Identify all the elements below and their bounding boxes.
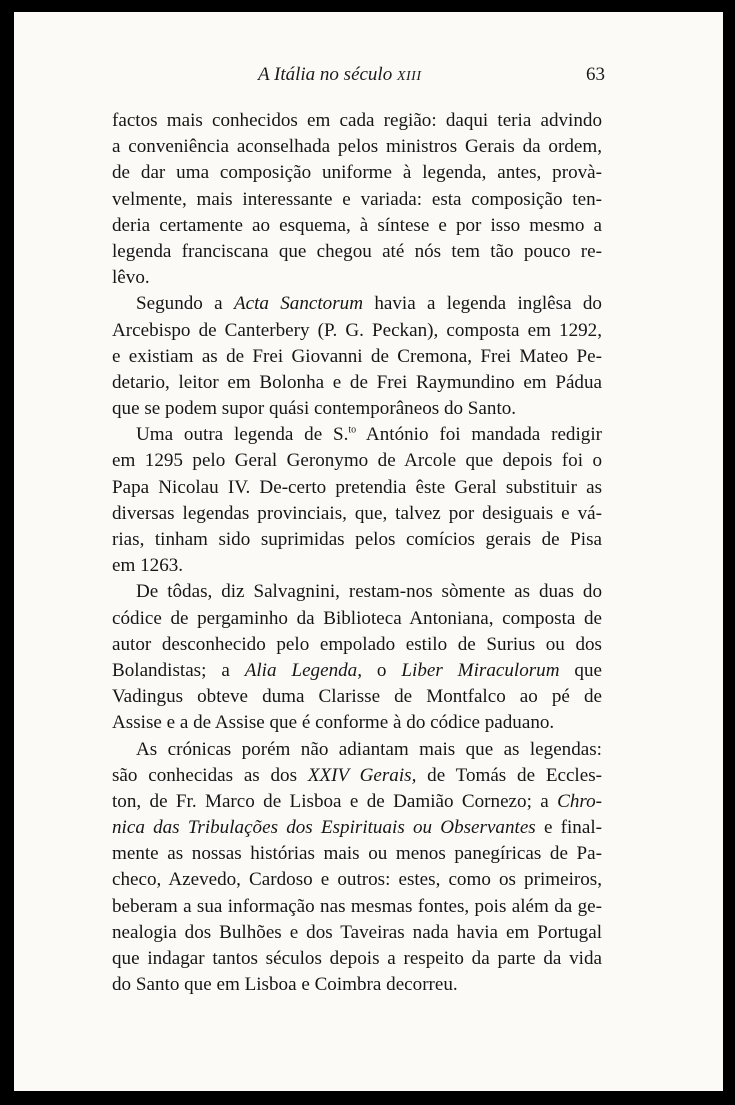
text-line: nealogia dos Bulhões e dos Taveiras nada havia em Portugal bbox=[112, 921, 602, 943]
italic-title: nica das Tribulações dos Espirituais ou Observantes bbox=[112, 817, 536, 839]
text-line: e existiam as de Frei Giovanni de Cremona, Frei Mateo Pe- bbox=[112, 345, 602, 367]
text-run: Uma outra legenda de S. bbox=[136, 424, 349, 446]
text-line bbox=[112, 658, 602, 684]
text-run: havia a legenda inglêsa do bbox=[363, 293, 602, 315]
text-run: o bbox=[362, 659, 402, 681]
running-title-text: A Itália no século bbox=[258, 64, 397, 85]
body-text bbox=[112, 108, 602, 998]
running-title-century: XIII bbox=[396, 69, 422, 84]
superscript: to bbox=[348, 424, 357, 436]
text-line: Papa Nicolau IV. De-certo pretendia êste Geral substituir as bbox=[112, 476, 602, 498]
text-line: do Santo que em Lisboa e Coimbra decorreu. bbox=[112, 974, 458, 996]
text-line bbox=[112, 763, 602, 789]
page-header bbox=[14, 64, 723, 88]
italic-title: Alia Legenda, bbox=[244, 659, 362, 681]
text-line: Vadingus obteve duma Clarisse de Montfalco ao pé de bbox=[112, 686, 602, 708]
text-line: rias, tinham sido suprimidas pelos comícios gerais de Pisa bbox=[112, 529, 602, 550]
text-run: que bbox=[559, 659, 603, 681]
text-run: e final- bbox=[535, 817, 602, 839]
page-number: 63 bbox=[586, 64, 605, 85]
text-line bbox=[112, 789, 602, 815]
italic-title: Liber Miraculorum bbox=[401, 659, 560, 681]
text-line: legenda franciscana que chegou até nós tem tão pouco re- bbox=[112, 240, 602, 262]
text-line: factos mais conhecidos em cada região: daqui teria advindo bbox=[112, 110, 602, 131]
text-line: mente as nossas histórias mais ou menos panegíricas de Pa- bbox=[112, 843, 602, 865]
text-line: em 1295 pelo Geral Geronymo de Arcole que depois foi o bbox=[112, 450, 602, 472]
text-line bbox=[112, 422, 602, 448]
text-line: diversas legendas provinciais, que, talvez por desiguais e vá- bbox=[112, 502, 602, 524]
text-line: de dar uma composição uniforme à legenda, antes, provà- bbox=[112, 162, 602, 184]
running-title bbox=[258, 64, 422, 86]
text-line: em 1263. bbox=[112, 555, 184, 577]
italic-title: Chro- bbox=[557, 790, 602, 812]
text-line: a conveniência aconselhada pelos ministros Gerais da ordem, bbox=[112, 136, 602, 158]
text-run: Segundo a bbox=[136, 293, 234, 315]
text-line: que se podem supor quási contemporâneos do Santo. bbox=[112, 398, 517, 420]
text-line: autor desconhecido pelo empolado estilo de Surius ou dos bbox=[112, 633, 602, 655]
text-line: Arcebispo de Canterbery (P. G. Peckan), composta em 1292, bbox=[112, 319, 602, 341]
text-line bbox=[112, 815, 602, 841]
text-run: ton, de Fr. Marco de Lisboa e de Damião Cornezo; a bbox=[112, 790, 558, 812]
text-run: Bolandistas; a bbox=[112, 659, 245, 681]
text-line: códice de pergaminho da Biblioteca Antoniana, composta de bbox=[112, 607, 602, 629]
text-run: de Tomás de Eccles- bbox=[416, 764, 603, 786]
book-page bbox=[14, 12, 723, 1091]
italic-title: Acta Sanctorum bbox=[233, 293, 363, 315]
text-line bbox=[112, 291, 602, 317]
text-run: são conhecidas as dos bbox=[112, 764, 308, 786]
text-line: que indagar tantos séculos depois a respeito da parte da vida bbox=[112, 948, 602, 969]
text-line: De tôdas, diz Salvagnini, restam-nos sòmente as duas do bbox=[136, 581, 602, 603]
text-line: velmente, mais interessante e variada: esta composição ten- bbox=[112, 188, 602, 210]
text-line: Assise e a de Assise que é conforme à do códice paduano. bbox=[112, 712, 555, 734]
text-line: deria certamente ao esquema, à síntese e por isso mesmo a bbox=[112, 214, 602, 236]
text-line: lêvo. bbox=[112, 267, 150, 289]
text-line: detario, leitor em Bolonha e de Frei Raymundino em Pádua bbox=[112, 371, 602, 393]
text-line: As crónicas porém não adiantam mais que as legendas: bbox=[136, 738, 602, 760]
italic-title: XXIV Gerais, bbox=[307, 764, 417, 786]
text-run: António foi mandada redigir bbox=[356, 424, 602, 446]
text-line: beberam a sua informação nas mesmas fontes, pois além da ge- bbox=[112, 895, 602, 917]
text-line: checo, Azevedo, Cardoso e outros: estes, como os primeiros, bbox=[112, 869, 602, 891]
